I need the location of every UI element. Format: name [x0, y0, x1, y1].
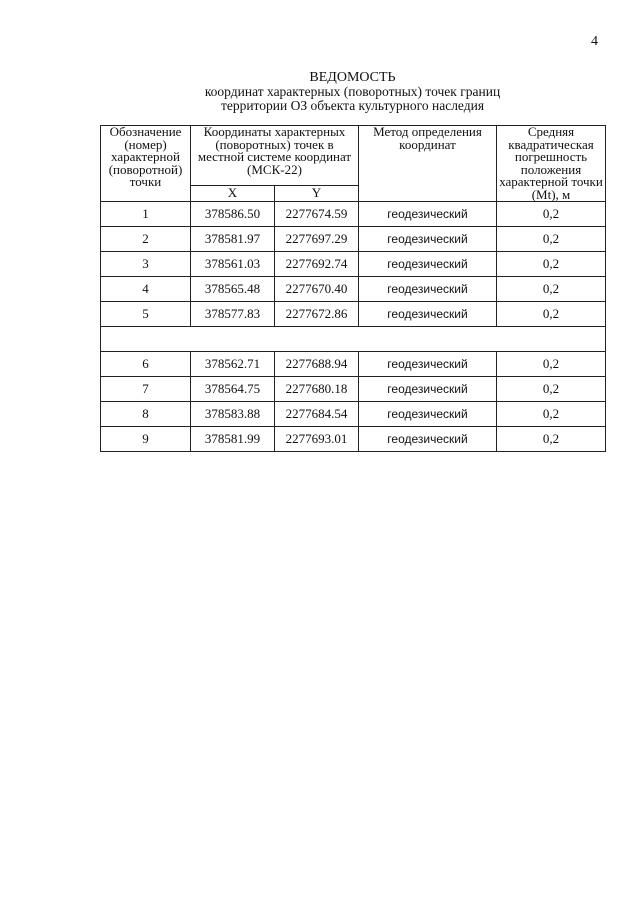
method-cell: геодезический [359, 277, 497, 302]
error-cell: 0,2 [497, 252, 606, 277]
y-coordinate-cell: 2277674.59 [275, 202, 359, 227]
x-coordinate-cell: 378583.88 [191, 402, 275, 427]
table-row [101, 227, 606, 252]
table-row [101, 202, 606, 227]
point-number-cell: 4 [101, 277, 191, 302]
table-row [101, 352, 606, 377]
header-error: Средняя квадратическая погрешность положения характерной точки (Mt), м [497, 126, 606, 202]
point-number-cell: 1 [101, 202, 191, 227]
point-number-cell: 7 [101, 377, 191, 402]
y-coordinate-cell: 2277692.74 [275, 252, 359, 277]
y-coordinate-cell: 2277697.29 [275, 227, 359, 252]
method-cell: геодезический [359, 427, 497, 452]
header-designation: Обозначение (номер) характерной (поворотной) точки [101, 126, 191, 202]
error-cell: 0,2 [497, 352, 606, 377]
coordinates-table [100, 125, 606, 452]
table-row [101, 302, 606, 327]
document-heading [100, 71, 605, 113]
method-cell: геодезический [359, 252, 497, 277]
error-cell: 0,2 [497, 302, 606, 327]
error-cell: 0,2 [497, 377, 606, 402]
x-coordinate-cell: 378562.71 [191, 352, 275, 377]
header-y: Y [275, 185, 359, 201]
x-coordinate-cell: 378581.99 [191, 427, 275, 452]
method-cell: геодезический [359, 202, 497, 227]
header-method: Метод определения координат [359, 126, 497, 202]
method-cell: геодезический [359, 377, 497, 402]
y-coordinate-cell: 2277693.01 [275, 427, 359, 452]
x-coordinate-cell: 378565.48 [191, 277, 275, 302]
separator-cell [101, 327, 606, 352]
point-number-cell: 8 [101, 402, 191, 427]
x-coordinate-cell: 378561.03 [191, 252, 275, 277]
point-number-cell: 2 [101, 227, 191, 252]
y-coordinate-cell: 2277684.54 [275, 402, 359, 427]
separator-row [101, 327, 606, 352]
document-subtitle-line-2: территории ОЗ объекта культурного наследия [220, 98, 485, 113]
table-row [101, 252, 606, 277]
table-row [101, 277, 606, 302]
error-cell: 0,2 [497, 427, 606, 452]
method-cell: геодезический [359, 402, 497, 427]
point-number-cell: 9 [101, 427, 191, 452]
table-body-group-2 [101, 352, 606, 452]
y-coordinate-cell: 2277670.40 [275, 277, 359, 302]
point-number-cell: 5 [101, 302, 191, 327]
point-number-cell: 6 [101, 352, 191, 377]
document-title: ВЕДОМОСТЬ [309, 70, 396, 85]
error-cell: 0,2 [497, 402, 606, 427]
header-x: X [191, 185, 275, 201]
table-row [101, 402, 606, 427]
table-body-group-1 [101, 202, 606, 327]
x-coordinate-cell: 378577.83 [191, 302, 275, 327]
y-coordinate-cell: 2277688.94 [275, 352, 359, 377]
document-subtitle-line-1: координат характерных (поворотных) точек границ [204, 84, 501, 99]
y-coordinate-cell: 2277672.86 [275, 302, 359, 327]
table-row [101, 377, 606, 402]
error-cell: 0,2 [497, 227, 606, 252]
table-separator [101, 327, 606, 352]
x-coordinate-cell: 378586.50 [191, 202, 275, 227]
x-coordinate-cell: 378581.97 [191, 227, 275, 252]
y-coordinate-cell: 2277680.18 [275, 377, 359, 402]
page-number: 4 [591, 34, 598, 49]
method-cell: геодезический [359, 352, 497, 377]
header-coordinates: Координаты характерных (поворотных) точек в местной системе координат (МСК-22) [191, 126, 359, 186]
method-cell: геодезический [359, 302, 497, 327]
error-cell: 0,2 [497, 277, 606, 302]
point-number-cell: 3 [101, 252, 191, 277]
method-cell: геодезический [359, 227, 497, 252]
error-cell: 0,2 [497, 202, 606, 227]
table-row [101, 427, 606, 452]
x-coordinate-cell: 378564.75 [191, 377, 275, 402]
